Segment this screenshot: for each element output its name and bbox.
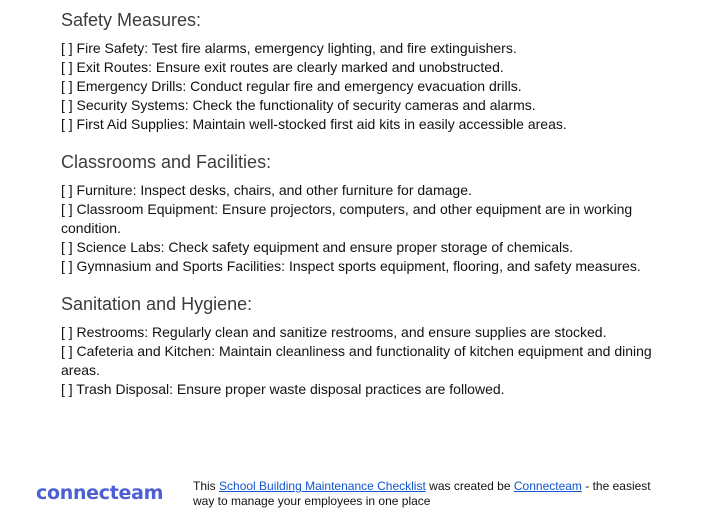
section-title: Safety Measures: [61,10,202,30]
checklist-link[interactable]: School Building Maintenance Checklist [219,479,426,493]
connecteam-logo[interactable]: connecteam [36,482,164,504]
checklist-item: [ ] Emergency Drills: Conduct regular fire and emergency evacuation drills. [61,78,522,94]
checklist-item: [ ] Science Labs: Check safety equipment and ensure proper storage of chemicals. [61,239,574,255]
section-sanitation-hygiene [61,293,681,399]
footer-text-prefix: This [193,479,220,493]
checklist-item: [ ] Trash Disposal: Ensure proper waste disposal practices are followed. [61,381,505,397]
checklist-item: [ ] Gymnasium and Sports Facilities: Inspect sports equipment, flooring, and safety measures. [61,258,641,274]
checklist-item: [ ] Cafeteria and Kitchen: Maintain cleanliness and functionality of kitchen equipment and dining areas. [61,343,652,378]
footer-text-middle: was created be [425,479,514,493]
checklist-item: [ ] Security Systems: Check the functionality of security cameras and alarms. [61,97,536,113]
footer-text-suffix: - the easiest way to manage your employees in one place [193,479,651,508]
checklist-items [61,181,681,276]
checklist-item: [ ] First Aid Supplies: Maintain well-stocked first aid kits in easily accessible areas. [61,116,567,132]
section-safety-measures [61,9,681,134]
checklist-item: [ ] Furniture: Inspect desks, chairs, and other furniture for damage. [61,182,472,198]
checklist-items [61,39,681,134]
checklist-items [61,323,681,399]
footer-attribution [193,479,673,509]
section-title: Sanitation and Hygiene: [61,294,253,314]
footer [36,479,696,515]
connecteam-link[interactable]: Connecteam [513,479,582,493]
checklist-item: [ ] Exit Routes: Ensure exit routes are clearly marked and unobstructed. [61,59,504,75]
checklist-item: [ ] Classroom Equipment: Ensure projectors, computers, and other equipment are in working condition. [61,201,633,236]
section-title: Classrooms and Facilities: [61,152,272,172]
checklist-content [61,9,681,416]
checklist-item: [ ] Restrooms: Regularly clean and sanitize restrooms, and ensure supplies are stocked. [61,324,607,340]
checklist-item: [ ] Fire Safety: Test fire alarms, emergency lighting, and fire extinguishers. [61,40,517,56]
section-classrooms-facilities [61,151,681,276]
